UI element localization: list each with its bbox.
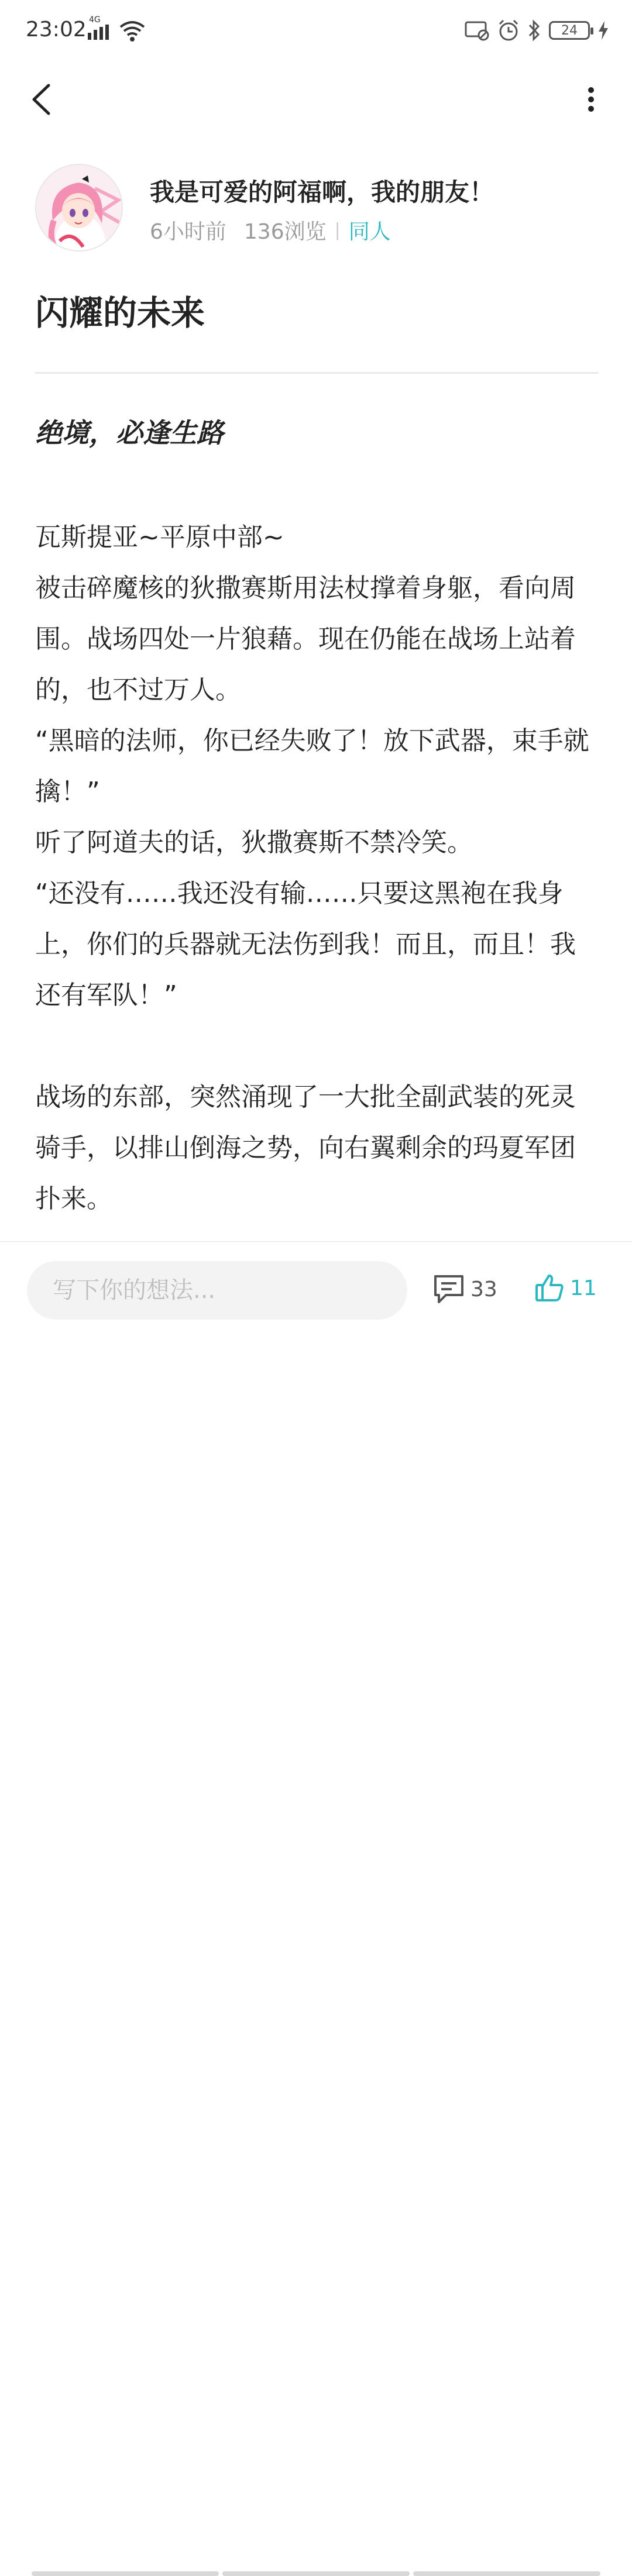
top-nav-bar [0, 64, 632, 135]
meta-separator: | [334, 220, 341, 240]
paragraph: 瓦斯提亚~平原中部~ [35, 522, 284, 552]
chevron-left-icon [31, 84, 51, 115]
blank-line [35, 1021, 598, 1072]
category-tag[interactable]: 同人 [348, 220, 391, 244]
more-options-button[interactable] [573, 81, 609, 118]
more-vertical-icon [588, 87, 595, 112]
like-count: 11 [570, 1276, 597, 1300]
author-info [35, 164, 597, 257]
paragraph: 战场的东部，突然涌现了一大批全副武装的死灵骑手，以排山倒海之势，向右翼剩余的玛夏军团扑来。 [35, 1082, 576, 1214]
battery-level: 24 [561, 23, 578, 38]
screen-cast-icon [465, 20, 489, 41]
paragraph: “黑暗的法师，你已经失败了！放下武器，束手就擒！” [35, 726, 589, 807]
thumbs-up-icon [535, 1273, 564, 1303]
avatar[interactable] [35, 164, 123, 252]
article-subtitle: 绝境，必逢生路 [35, 417, 224, 449]
alarm-icon [497, 19, 520, 42]
network-type: 4G [89, 15, 101, 25]
author-name[interactable]: 我是可爱的阿福啊，我的朋友！ [150, 178, 494, 206]
like-button[interactable] [535, 1269, 597, 1307]
gesture-bar [0, 2571, 632, 2576]
comment-input[interactable] [27, 1261, 407, 1320]
avatar-image [36, 165, 123, 252]
paragraph: “还没有……我还没有输……只要这黑袍在我身上，你们的兵器就无法伤到我！而且，而且！我还有军队！” [35, 879, 576, 1010]
blank-line [35, 461, 598, 512]
paragraph: 被击碎魔核的狄撒赛斯用法杖撑着身躯，看向周围。战场四处一片狼藉。现在仍能在战场上站着的，也不过万人。 [35, 573, 576, 705]
signal-icon [88, 25, 114, 40]
comment-button[interactable] [433, 1270, 497, 1308]
status-bar [0, 0, 632, 64]
wifi-icon [119, 20, 145, 42]
status-right-group [465, 18, 609, 43]
comment-icon [433, 1274, 465, 1304]
bluetooth-icon [528, 19, 541, 42]
bottom-action-bar [0, 1241, 632, 1335]
view-count: 136浏览 [243, 220, 327, 244]
battery-icon [549, 21, 590, 40]
status-time: 23:02 [26, 18, 87, 42]
comment-count: 33 [470, 1277, 497, 1301]
post-meta [150, 215, 391, 245]
back-button[interactable] [23, 81, 59, 118]
article-title: 闪耀的未来 [35, 293, 205, 333]
article-content [35, 409, 598, 1224]
charging-icon [598, 21, 609, 40]
paragraph: 听了阿道夫的话，狄撒赛斯不禁冷笑。 [35, 828, 473, 857]
title-divider [35, 372, 598, 374]
post-time: 6小时前 [150, 220, 226, 244]
